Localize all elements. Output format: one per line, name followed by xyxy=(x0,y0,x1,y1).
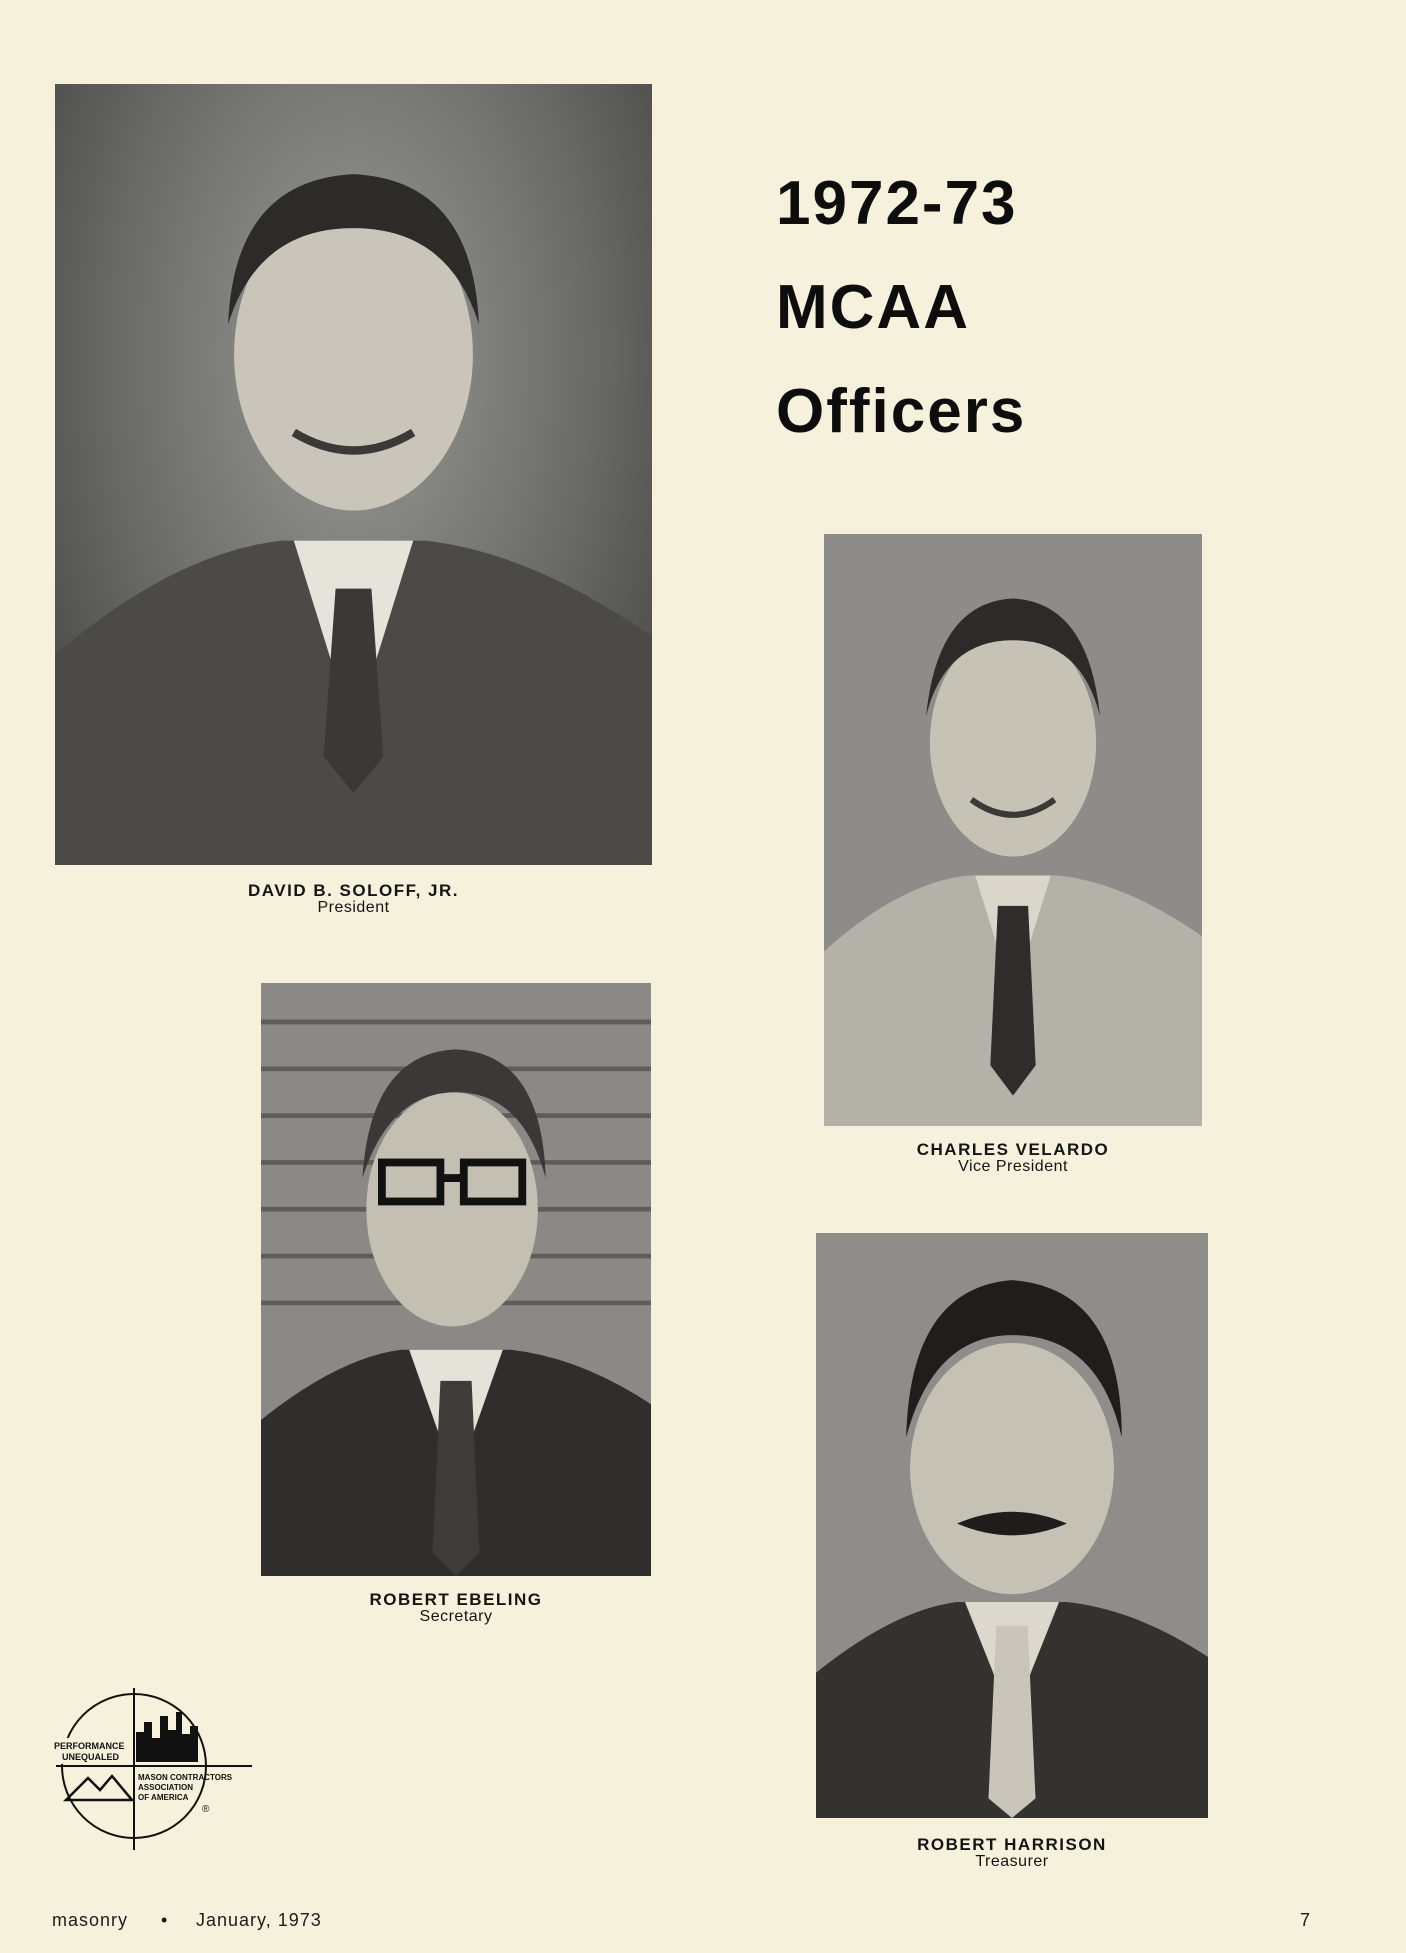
title-year: 1972-73 xyxy=(776,169,1018,238)
page-number: 7 xyxy=(1300,1910,1312,1930)
officer-role: Treasurer xyxy=(975,1852,1049,1870)
photo-treasurer xyxy=(816,1233,1208,1818)
svg-text:UNEQUALED: UNEQUALED xyxy=(62,1752,120,1762)
footer-publication: masonry xyxy=(52,1910,129,1930)
officer-role: Vice President xyxy=(958,1157,1068,1175)
officer-name: DAVID B. SOLOFF, JR. xyxy=(247,881,460,900)
photo-secretary xyxy=(261,983,651,1576)
footer-bullet: • xyxy=(161,1910,169,1930)
svg-text:MASON CONTRACTORS: MASON CONTRACTORS xyxy=(138,1773,233,1782)
caption-secretary xyxy=(261,1591,651,1626)
officer-name: CHARLES VELARDO xyxy=(916,1140,1110,1159)
title-officers: Officers xyxy=(776,377,1027,446)
officer-name: ROBERT EBELING xyxy=(369,1590,543,1609)
title-org: MCAA xyxy=(776,273,970,342)
photo-president xyxy=(55,84,652,865)
officer-role: Secretary xyxy=(419,1607,493,1625)
svg-text:®: ® xyxy=(202,1804,210,1815)
svg-text:PERFORMANCE: PERFORMANCE xyxy=(54,1741,125,1751)
footer-date: January, 1973 xyxy=(196,1910,322,1930)
caption-vice-president xyxy=(824,1141,1202,1176)
caption-president xyxy=(55,882,652,917)
officer-name: ROBERT HARRISON xyxy=(917,1835,1107,1854)
officer-role: President xyxy=(317,898,390,916)
mcaa-logo xyxy=(52,1682,262,1856)
photo-vice-president xyxy=(824,534,1202,1126)
caption-treasurer xyxy=(816,1836,1208,1871)
mcaa-seal-icon xyxy=(52,1682,262,1856)
svg-text:OF AMERICA: OF AMERICA xyxy=(138,1793,189,1802)
svg-text:ASSOCIATION: ASSOCIATION xyxy=(138,1783,193,1792)
